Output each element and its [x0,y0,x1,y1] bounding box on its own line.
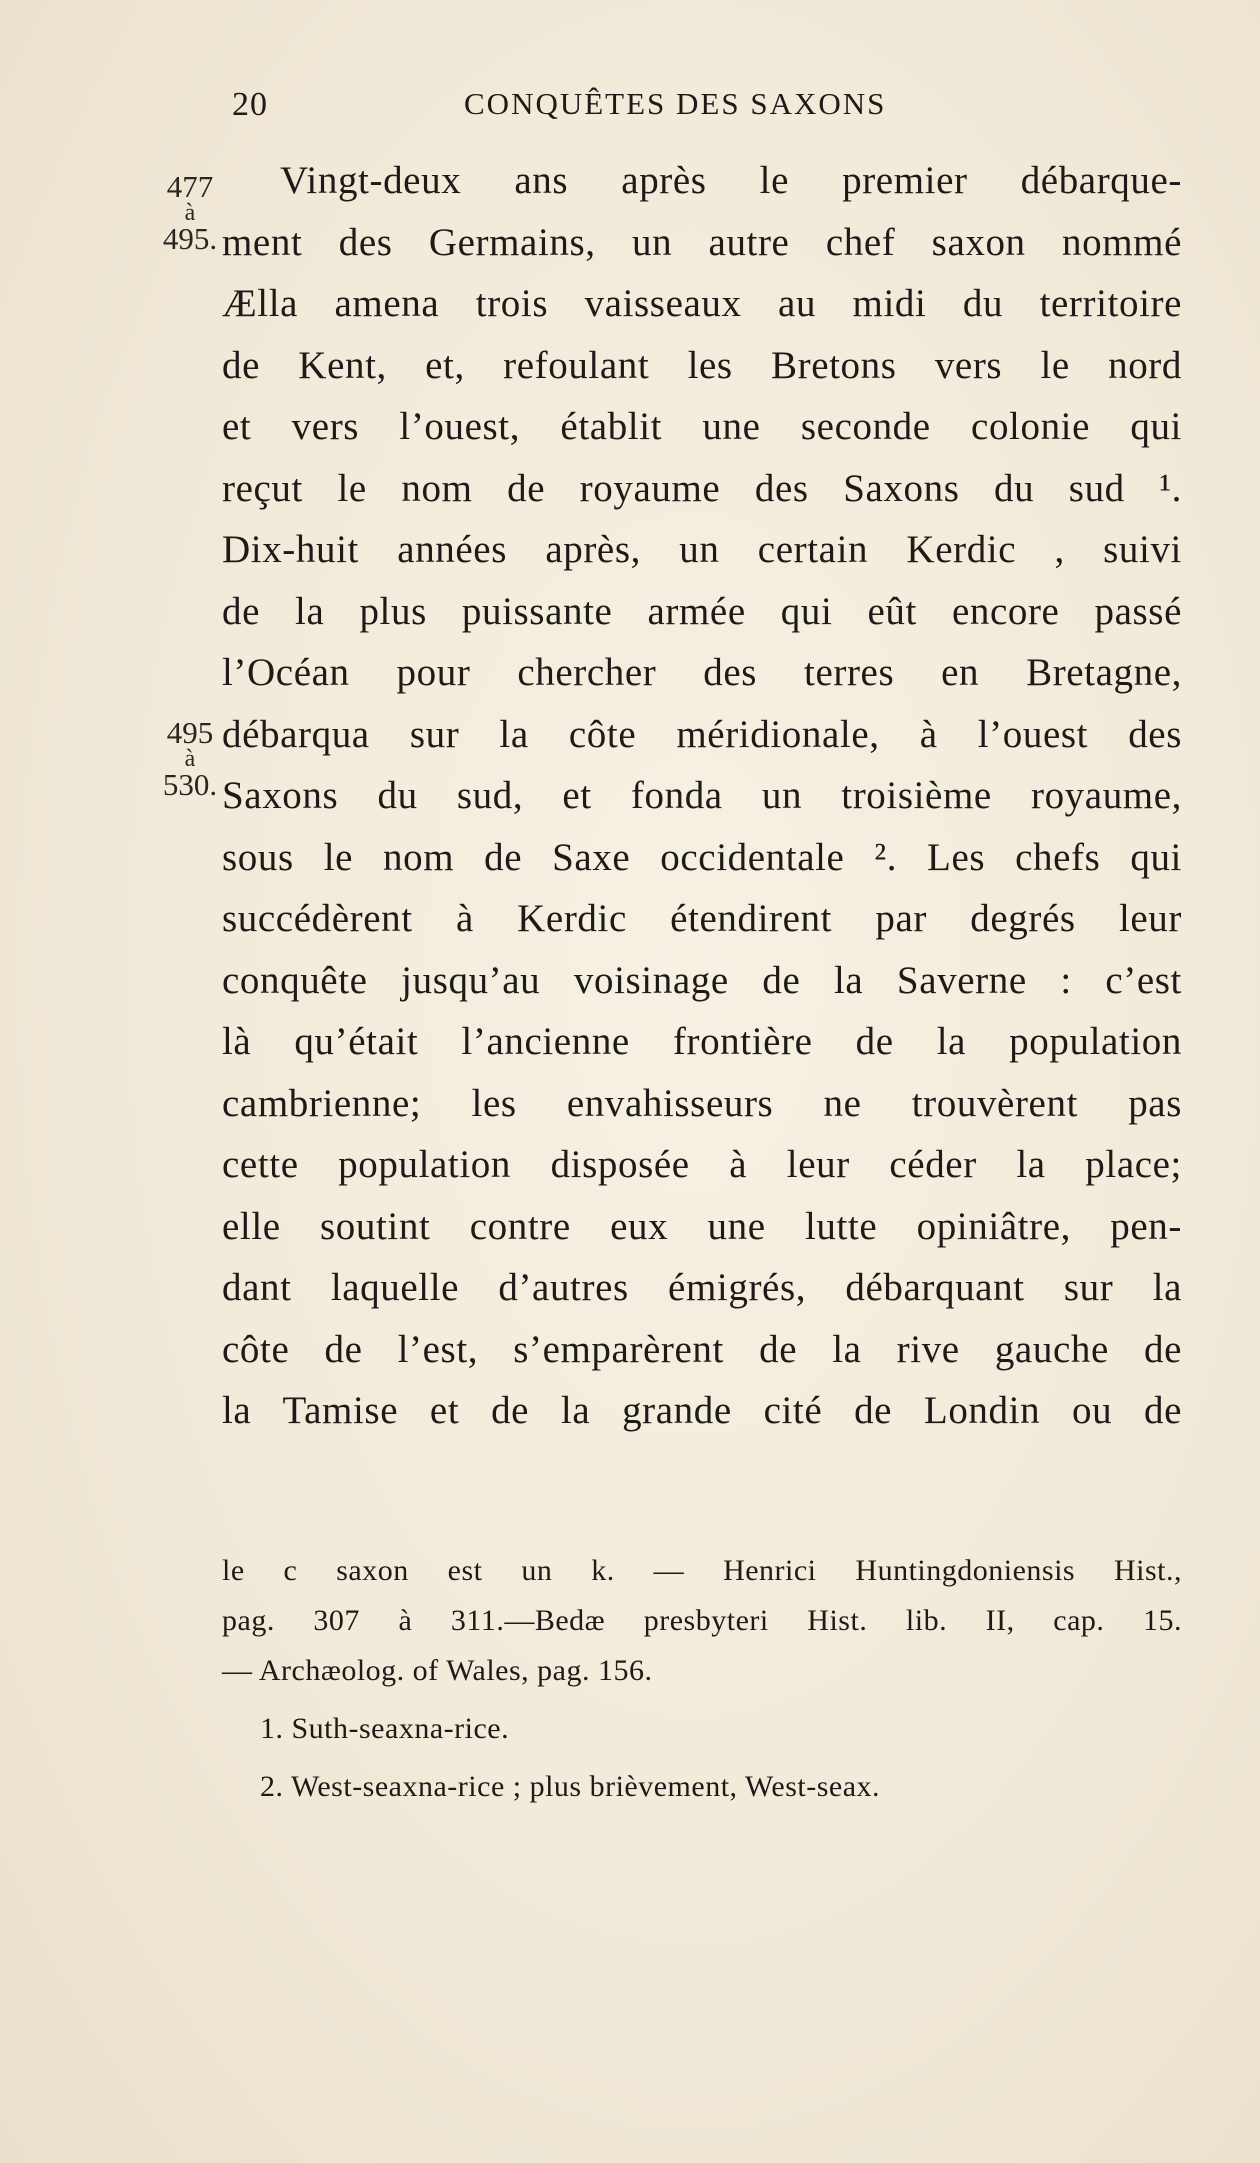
body-line: conquête jusqu’au voisinage de la Saverne : c’est [222,958,1182,1002]
margin-date-note [150,715,230,802]
margin-date-to: 530. [162,767,218,802]
body-line: de la plus puissante armée qui eût encore passé [222,589,1182,633]
footnote-2: 2. West-seaxna-rice ; plus brièvement, West-seax. [260,1770,881,1803]
footnote-1: 1. Suth-seaxna-rice. [260,1712,510,1745]
body-paragraph [222,150,1182,1442]
body-line: Saxons du sud, et fonda un troisième royaume, [222,774,1182,817]
body-line: succédèrent à Kerdic étendirent par degrés leur [222,897,1182,940]
margin-date-connector: à [184,200,196,226]
margin-date-from: 477 [166,169,214,204]
margin-date-to: 495. [162,221,218,256]
body-line: et vers l’ouest, établit une seconde colonie qui [222,405,1182,448]
page-number: 20 [232,86,268,123]
body-line: reçut le nom de royaume des Saxons du sud ¹. [222,466,1182,510]
body-line: Dix-huit années après, un certain Kerdic , suivi [222,528,1182,571]
page-header [232,86,932,130]
footnote-continuation-line: — Archæolog. of Wales, pag. 156. [222,1654,653,1687]
footnote-continuation-line: pag. 307 à 311.—Bedæ presbyteri Hist. lib. II, cap. 15. [222,1604,1182,1637]
body-line: cette population disposée à leur céder la place; [222,1143,1182,1186]
margin-date-from: 495 [166,715,214,750]
body-line: la Tamise et de la grande cité de Londin ou de [222,1389,1182,1432]
footnote-continuation-line: le c saxon est un k. — Henrici Huntingdoniensis Hist., [222,1554,1182,1587]
margin-date-connector: à [184,746,196,772]
body-line: cambrienne; les envahisseurs ne trouvèrent pas [222,1081,1182,1125]
body-line: côte de l’est, s’emparèrent de la rive gauche de [222,1327,1182,1371]
body-line: là qu’était l’ancienne frontière de la population [222,1020,1182,1063]
body-line: de Kent, et, refoulant les Bretons vers le nord [222,343,1182,387]
body-line: débarqua sur la côte méridionale, à l’ouest des [222,712,1182,756]
body-line: l’Océan pour chercher des terres en Bretagne, [222,651,1182,694]
footnotes [222,1546,1182,1812]
body-line: ment des Germains, un autre chef saxon nommé [222,220,1182,264]
body-line: sous le nom de Saxe occidentale ². Les chefs qui [222,835,1182,879]
margin-date-note [150,169,230,256]
body-line: Vingt-deux ans après le premier débarque- [280,159,1182,202]
body-line: Ælla amena trois vaisseaux au midi du territoire [222,282,1182,325]
body-line: elle soutint contre eux une lutte opiniâtre, pen- [222,1204,1182,1248]
body-line: dant laquelle d’autres émigrés, débarquant sur la [222,1266,1182,1309]
running-title: CONQUÊTES DES SAXONS [464,86,887,121]
